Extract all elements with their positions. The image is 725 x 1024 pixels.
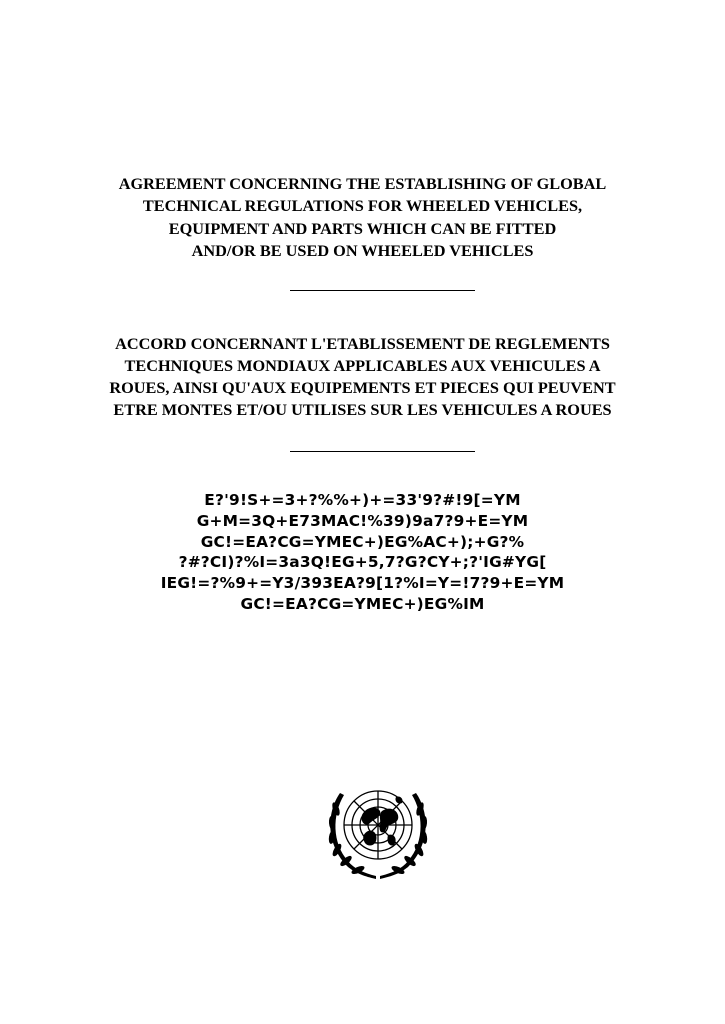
- russian-title-line: IEG!=?%9+=Y3/393EA?9[1?%I=Y=!7?9+E=YM: [160, 574, 565, 593]
- russian-title-line: GC!=EA?CG=YMEC+)EG%AC+);+G?%: [200, 532, 525, 551]
- english-title-line: TECHNICAL REGULATIONS FOR WHEELED VEHICLES,: [142, 196, 583, 216]
- russian-title-line: GC!=EA?CG=YMEC+)EG%IM: [240, 594, 485, 613]
- separator-rule: [290, 451, 475, 452]
- english-title: [60, 173, 665, 262]
- separator-rule: [290, 290, 475, 291]
- russian-title-line: E?'9!S+=3+?%%+)+=33'9?#!9[=YM: [204, 491, 521, 509]
- french-title: [60, 333, 665, 421]
- english-title-line: AGREEMENT CONCERNING THE ESTABLISHING OF GLOBAL: [118, 174, 607, 193]
- french-title-line: ROUES, AINSI QU'AUX EQUIPEMENTS ET PIECES QUI PEUVENT: [109, 378, 616, 397]
- french-title-line: ACCORD CONCERNANT L'ETABLISSEMENT DE REGLEMENTS: [115, 334, 610, 353]
- french-title-line: TECHNIQUES MONDIAUX APPLICABLES AUX VEHICULES A: [124, 356, 601, 375]
- english-title-line: EQUIPMENT AND PARTS WHICH CAN BE FITTED: [168, 218, 557, 238]
- un-emblem-icon: [318, 775, 438, 885]
- english-title-line: AND/OR BE USED ON WHEELED VEHICLES: [191, 240, 534, 260]
- russian-title-line: ?#?CI)?%I=3a3Q!EG+5,7?G?CY+;?'IG#YG[: [178, 553, 547, 572]
- french-title-line: ETRE MONTES ET/OU UTILISES SUR LES VEHICULES A ROUES: [113, 400, 612, 419]
- russian-title: [40, 490, 685, 615]
- russian-title-line: G+M=3Q+E73MAC!%39)9a7?9+E=YM: [196, 511, 529, 530]
